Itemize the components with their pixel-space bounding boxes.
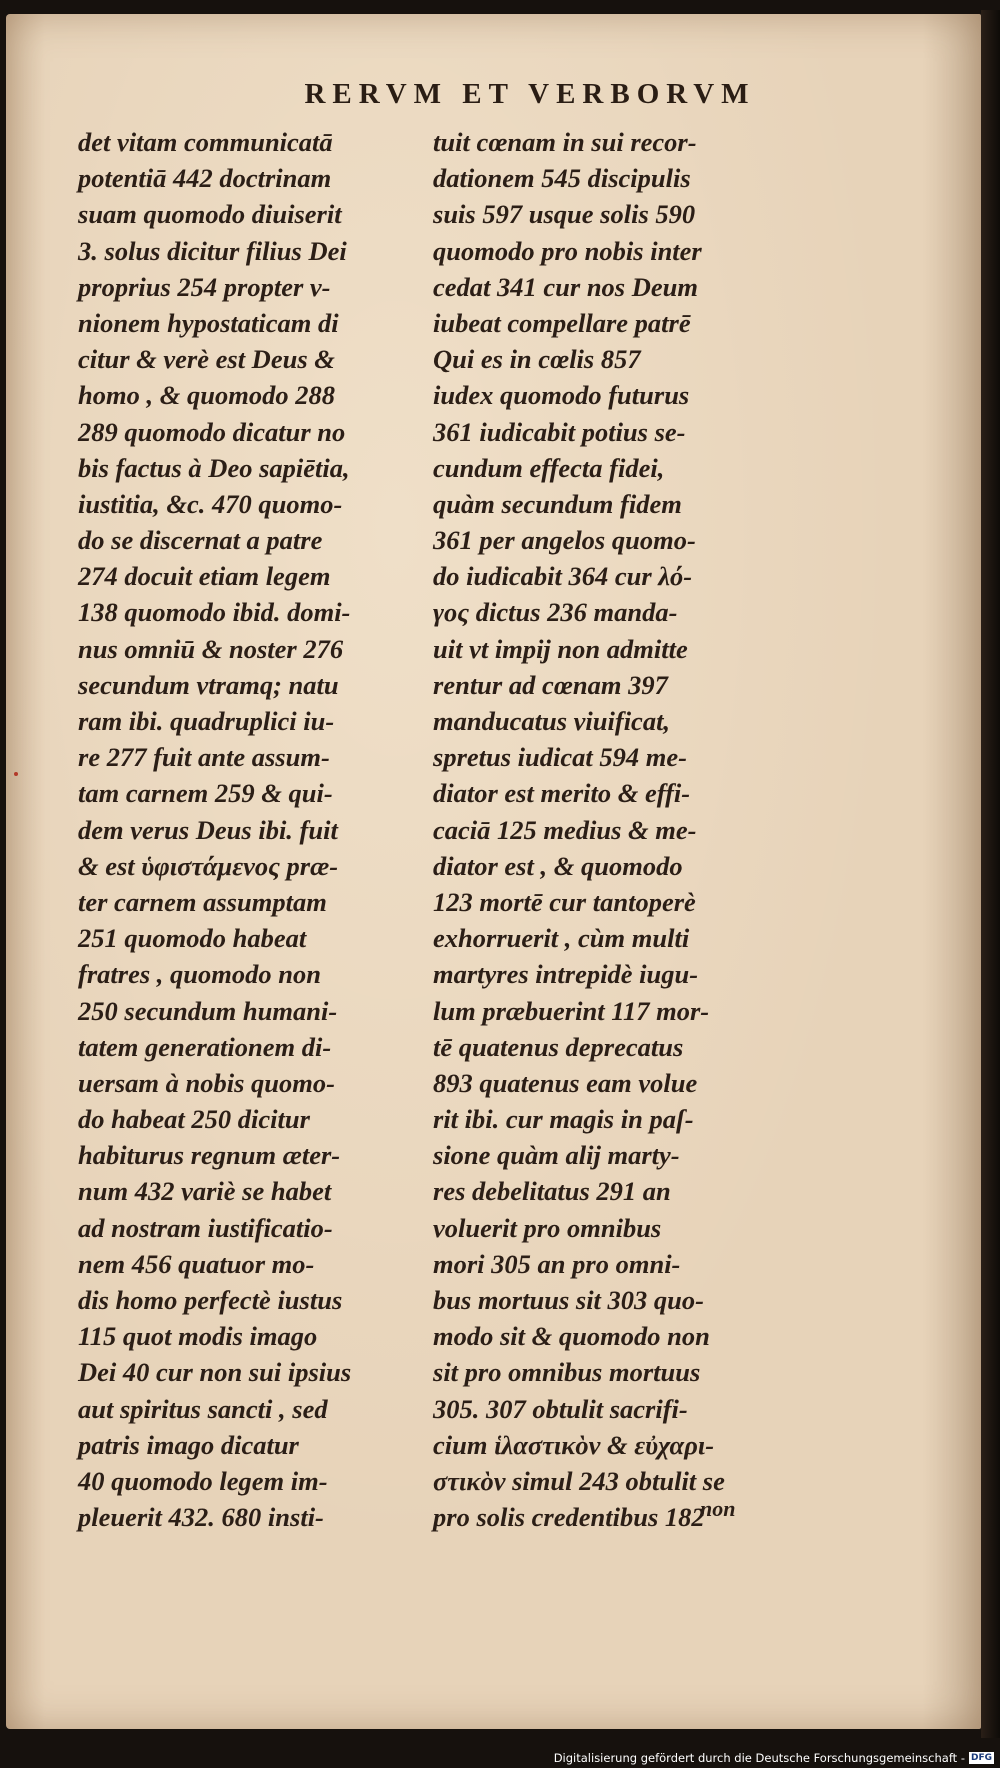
index-line: tatem generationem di- <box>78 1031 332 1062</box>
page-edge <box>981 10 1000 1738</box>
index-line: bis factus à Deo sapiētia, <box>78 452 350 483</box>
index-line: 274 docuit etiam legem <box>78 561 331 592</box>
index-line: modo sit & quomodo non <box>433 1321 710 1352</box>
digitization-footer <box>554 1751 994 1765</box>
index-line: ter carnem assumptam <box>78 886 327 917</box>
index-line: Qui es in cœlis 857 <box>433 344 641 375</box>
index-line: fratres , quomodo non <box>78 959 321 990</box>
index-line: suis 597 usque solis 590 <box>433 199 696 230</box>
index-line: det vitam communicatā <box>78 127 333 157</box>
index-line: uersam à nobis quomo- <box>78 1067 335 1098</box>
index-line: pro solis credentibus 182 <box>433 1502 705 1533</box>
index-line: 251 quomodo habeat <box>78 923 307 954</box>
index-line: voluerit pro omnibus <box>433 1212 662 1243</box>
index-line: aut spiritus sancti , sed <box>78 1393 328 1424</box>
index-line: Dei 40 cur non sui ipsius <box>78 1357 352 1388</box>
index-line: 305. 307 obtulit sacrifi- <box>433 1393 688 1424</box>
index-line: nus omniū & noster 276 <box>78 633 344 664</box>
index-line: 123 mortē cur tantoperè <box>433 886 696 917</box>
index-line: manducatus viuificat, <box>433 706 671 736</box>
index-line: ram ibi. quadruplici iu- <box>78 706 335 736</box>
index-line: 40 quomodo legem im- <box>78 1465 328 1496</box>
index-line: 138 quomodo ibid. domi- <box>78 597 351 628</box>
index-line: tuit cœnam in sui recor- <box>433 127 697 157</box>
index-line: proprius 254 propter v- <box>78 271 331 302</box>
index-line: nionem hypostaticam di <box>78 307 339 338</box>
funding-credit: Digitalisierung gefördert durch die Deutsche Forschungsgemeinschaft - <box>553 1751 965 1765</box>
index-line: secundum vtramq; natu <box>78 669 339 700</box>
index-line: tē quatenus deprecatus <box>433 1031 684 1062</box>
index-line: quomodo pro nobis inter <box>433 235 702 266</box>
index-line: dem verus Deus ibi. fuit <box>78 814 338 845</box>
index-line: do se discernat a patre <box>78 525 323 556</box>
catchword: non <box>700 1496 736 1521</box>
index-line: num 432 variè se habet <box>78 1176 332 1207</box>
index-line: citur & verè est Deus & <box>78 344 335 375</box>
index-line: mori 305 an pro omni- <box>433 1248 681 1279</box>
index-line: 361 per angelos quomo- <box>433 525 696 556</box>
index-line: iudex quomodo futurus <box>433 380 690 411</box>
index-line: 893 quatenus eam volue <box>433 1067 698 1098</box>
index-line: rentur ad cœnam 397 <box>433 669 668 700</box>
index-line: iustitia, &c. 470 quomo- <box>78 488 343 519</box>
index-line: re 277 fuit ante assum- <box>78 742 330 773</box>
index-line: quàm secundum fidem <box>433 488 682 519</box>
index-line: στικὸν simul 243 obtulit se <box>433 1465 725 1496</box>
index-line: rit ibi. cur magis in paſ- <box>433 1104 694 1135</box>
dfg-logo: DFG <box>970 1753 992 1763</box>
index-line: dis homo perfectè iustus <box>78 1285 343 1315</box>
index-line: γος dictus 236 manda- <box>433 597 678 628</box>
index-line: iubeat compellare patrē <box>433 307 691 338</box>
index-line: potentiā 442 doctrinam <box>78 163 332 194</box>
index-line: lum præbuerint 117 mor- <box>433 995 710 1026</box>
index-line: 361 iudicabit potius se- <box>433 416 686 447</box>
index-line: tam carnem 259 & qui- <box>78 778 333 809</box>
index-line: 115 quot modis imago <box>78 1321 318 1352</box>
index-line: diator est , & quomodo <box>433 850 683 881</box>
index-line: cedat 341 cur nos Deum <box>433 271 698 302</box>
index-line: sit pro omnibus mortuus <box>433 1357 701 1388</box>
index-line: cium ἱλαστικὸν & εὐχαρι- <box>433 1429 715 1460</box>
index-line: dationem 545 discipulis <box>433 163 691 194</box>
index-line: caciā 125 medius & me- <box>433 814 697 845</box>
index-line: 289 quomodo dicatur no <box>78 416 346 447</box>
index-line: diator est merito & effi- <box>433 778 691 809</box>
index-line: nem 456 quatuor mo- <box>78 1248 315 1279</box>
index-line: & est ὑφιστάμενος præ- <box>78 850 339 881</box>
index-line: suam quomodo diuiserit <box>78 199 342 230</box>
index-line: bus mortuus sit 303 quo- <box>433 1285 704 1315</box>
index-line: sione quàm alij marty- <box>433 1140 680 1171</box>
index-line: res debelitatus 291 an <box>433 1176 671 1207</box>
index-column-right <box>433 124 725 1535</box>
index-line: ad nostram iustificatio- <box>78 1212 333 1243</box>
running-head: RERVM ET VERBORVM <box>304 78 756 110</box>
index-line: martyres intrepidè iugu- <box>433 959 699 990</box>
index-line: exhorruerit , cùm multi <box>433 923 690 954</box>
index-line: pleuerit 432. 680 insti- <box>78 1502 324 1533</box>
index-line: cundum effecta fidei, <box>433 452 665 483</box>
index-line: patris imago dicatur <box>78 1429 299 1460</box>
margin-ink-mark <box>14 772 18 776</box>
index-line: uit vt impij non admitte <box>433 633 688 664</box>
index-line: do iudicabit 364 cur λό- <box>433 561 693 592</box>
index-line: homo , & quomodo 288 <box>78 380 335 411</box>
index-line: 250 secundum humani- <box>78 995 338 1026</box>
index-line: spretus iudicat 594 me- <box>433 742 687 773</box>
index-line: habiturus regnum æter- <box>78 1140 341 1171</box>
index-column-left <box>78 124 351 1535</box>
index-line: 3. solus dicitur filius Dei <box>78 235 347 266</box>
index-line: do habeat 250 dicitur <box>78 1104 310 1135</box>
